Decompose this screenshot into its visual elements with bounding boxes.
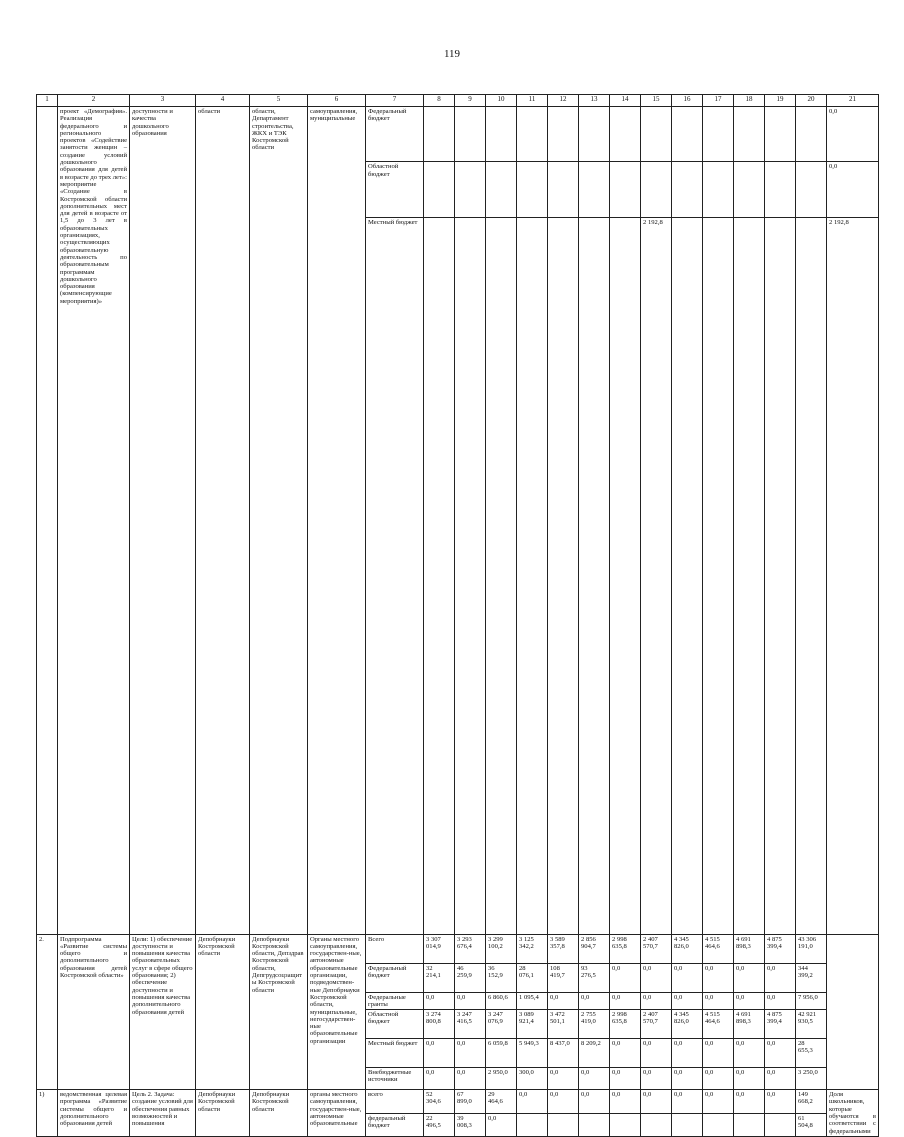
year-value: [796, 107, 827, 162]
year-value: 4 691 898,3: [734, 1010, 765, 1039]
year-value: 1 095,4: [517, 992, 548, 1010]
year-value: 3 299 100,2: [486, 934, 517, 963]
cell-c6: самоуправления, муниципальные: [308, 107, 366, 935]
year-value: 0,0: [672, 1090, 703, 1113]
year-value: [703, 217, 734, 934]
year-value: 4 875 399,4: [765, 934, 796, 963]
column-header: 9: [455, 95, 486, 107]
year-value: [734, 1113, 765, 1136]
cell-c1: [37, 107, 58, 935]
year-value: 0,0: [672, 1039, 703, 1068]
cell-c3: доступности и качества дошкольного образования: [130, 107, 196, 935]
year-value: [455, 107, 486, 162]
year-value: 0,0: [765, 963, 796, 992]
table-row: [37, 107, 879, 162]
year-value: 0,0: [424, 1039, 455, 1068]
year-value: 0,0: [610, 1068, 641, 1090]
year-value: [579, 162, 610, 217]
funding-source: Местный бюджет: [366, 1039, 424, 1068]
column-header: 17: [703, 95, 734, 107]
year-value: [641, 1113, 672, 1136]
year-value: [455, 162, 486, 217]
column-header: 12: [548, 95, 579, 107]
total-value: 344 399,2: [796, 963, 827, 992]
year-value: 5 949,3: [517, 1039, 548, 1068]
year-value: 67 899,0: [455, 1090, 486, 1113]
cell-c5: Депобрнауки Костромской области, Депздрав Костромской области, Депгрудсоцзащиты Костромской области: [250, 934, 308, 1090]
year-value: 0,0: [424, 992, 455, 1010]
year-value: 8 437,0: [548, 1039, 579, 1068]
year-value: [455, 217, 486, 934]
year-value: 4 515 464,6: [703, 934, 734, 963]
year-value: 4 875 399,4: [765, 1010, 796, 1039]
column-header: 5: [250, 95, 308, 107]
year-value: [486, 107, 517, 162]
year-value: 0,0: [455, 1068, 486, 1090]
year-value: [796, 217, 827, 934]
total-value: 28 655,3: [796, 1039, 827, 1068]
cell-c4: Депобрнауки Костромской области: [196, 1090, 250, 1137]
year-value: [610, 107, 641, 162]
year-value: 93 276,5: [579, 963, 610, 992]
year-value: 4 691 898,3: [734, 934, 765, 963]
column-header: 6: [308, 95, 366, 107]
column-header: 8: [424, 95, 455, 107]
funding-source: Областной бюджет: [366, 1010, 424, 1039]
year-value: [641, 107, 672, 162]
year-value: 0,0: [486, 1113, 517, 1136]
year-value: [517, 1113, 548, 1136]
column-header: 2: [58, 95, 130, 107]
year-value: 0,0: [734, 992, 765, 1010]
year-value: [579, 217, 610, 934]
year-value: 2 856 904,7: [579, 934, 610, 963]
column-header: 20: [796, 95, 827, 107]
cell-c21: [827, 934, 879, 1090]
year-value: 0,0: [765, 992, 796, 1010]
year-value: [796, 162, 827, 217]
column-header: 13: [579, 95, 610, 107]
year-value: 0,0: [455, 1039, 486, 1068]
column-header: 16: [672, 95, 703, 107]
year-value: [765, 217, 796, 934]
year-value: 0,0: [703, 1039, 734, 1068]
column-header: 15: [641, 95, 672, 107]
year-value: 300,0: [517, 1068, 548, 1090]
year-value: 3 125 342,2: [517, 934, 548, 963]
year-value: 0,0: [765, 1039, 796, 1068]
cell-c3: Цели: 1) обеспечение доступности и повышения качества образовательных услуг в сфере общего образования; 2) обеспечение доступности и повышения качества дополнительного образования детей: [130, 934, 196, 1090]
year-value: 0,0: [703, 1068, 734, 1090]
year-value: 3 293 676,4: [455, 934, 486, 963]
total-value: 149 668,2: [796, 1090, 827, 1113]
year-value: 0,0: [672, 963, 703, 992]
year-value: 0,0: [610, 992, 641, 1010]
funding-source: Федеральный бюджет: [366, 963, 424, 992]
cell-c5: Депобрнауки Костромской области: [250, 1090, 308, 1137]
year-value: [548, 107, 579, 162]
year-value: [517, 217, 548, 934]
year-value: 2 192,8: [641, 217, 672, 934]
year-value: 0,0: [641, 1090, 672, 1113]
year-value: [672, 1113, 703, 1136]
year-value: 0,0: [734, 1039, 765, 1068]
year-value: 0,0: [579, 1068, 610, 1090]
funding-source: всего: [366, 1090, 424, 1113]
year-value: [734, 107, 765, 162]
total-value: 43 306 191,0: [796, 934, 827, 963]
year-value: 0,0: [517, 1090, 548, 1113]
cell-c3: Цель 2. Задача: создание условий для обеспечения равных возможностей и повышения: [130, 1090, 196, 1137]
year-value: [765, 1113, 796, 1136]
total-value: 42 921 930,5: [796, 1010, 827, 1039]
cell-c5: области, Департамент строительства, ЖКХ и ТЭК Костромской области: [250, 107, 308, 935]
year-value: 0,0: [548, 1068, 579, 1090]
year-value: 0,0: [610, 1090, 641, 1113]
year-value: 3 274 800,8: [424, 1010, 455, 1039]
year-value: 0,0: [765, 1090, 796, 1113]
column-header: 1: [37, 95, 58, 107]
year-value: 3 247 076,9: [486, 1010, 517, 1039]
year-value: [424, 107, 455, 162]
year-value: 6 860,6: [486, 992, 517, 1010]
year-value: [548, 1113, 579, 1136]
total-value: 2 192,8: [827, 217, 879, 934]
year-value: 36 152,9: [486, 963, 517, 992]
year-value: 3 089 921,4: [517, 1010, 548, 1039]
column-header: 14: [610, 95, 641, 107]
cell-c2: Подпрограмма «Развитие системы общего и дополнительного образования детей Костромской области»: [58, 934, 130, 1090]
total-value: 0,0: [827, 162, 879, 217]
table-row: [37, 934, 879, 963]
year-value: 0,0: [610, 1039, 641, 1068]
year-value: 2 407 570,7: [641, 1010, 672, 1039]
year-value: 108 419,7: [548, 963, 579, 992]
year-value: [517, 162, 548, 217]
year-value: [672, 162, 703, 217]
funding-source: Всего: [366, 934, 424, 963]
year-value: 3 247 416,5: [455, 1010, 486, 1039]
year-value: 0,0: [424, 1068, 455, 1090]
year-value: 0,0: [734, 1068, 765, 1090]
year-value: 8 209,2: [579, 1039, 610, 1068]
year-value: [641, 162, 672, 217]
year-value: [424, 162, 455, 217]
table-row: [37, 1090, 879, 1113]
header-row: [37, 95, 879, 107]
year-value: [517, 107, 548, 162]
year-value: 52 304,6: [424, 1090, 455, 1113]
year-value: 2 755 419,0: [579, 1010, 610, 1039]
funding-source: Областной бюджет: [366, 162, 424, 217]
year-value: [765, 107, 796, 162]
year-value: 3 307 014,9: [424, 934, 455, 963]
total-value: 61 504,8: [796, 1113, 827, 1136]
cell-c6: Органы местного самоуправления, государствен-ные, автономные образовательные организации, подведомствен-ные Депобрнауки Костромской области, муниципальные, негосударствен-ные образовательные организации: [308, 934, 366, 1090]
year-value: [734, 162, 765, 217]
year-value: 46 259,9: [455, 963, 486, 992]
cell-c21: Доля школьников, которые обучаются в соответствии с федеральными: [827, 1090, 879, 1137]
year-value: 0,0: [579, 992, 610, 1010]
year-value: [672, 217, 703, 934]
cell-c2: ведомственная целевая программа «Развитие системы общего и дополнительного образования детей: [58, 1090, 130, 1137]
year-value: 0,0: [765, 1068, 796, 1090]
year-value: [672, 107, 703, 162]
page-number: 119: [443, 48, 461, 60]
year-value: 0,0: [672, 992, 703, 1010]
year-value: [548, 217, 579, 934]
cell-c6: органы местного самоуправления, государствен-ные, автономные образовательные: [308, 1090, 366, 1137]
year-value: 0,0: [672, 1068, 703, 1090]
year-value: 0,0: [455, 992, 486, 1010]
funding-source: Местный бюджет: [366, 217, 424, 934]
column-header: 4: [196, 95, 250, 107]
year-value: [610, 162, 641, 217]
funding-source: Федеральные гранты: [366, 992, 424, 1010]
year-value: 0,0: [641, 992, 672, 1010]
year-value: 4 345 826,0: [672, 934, 703, 963]
year-value: 0,0: [579, 1090, 610, 1113]
year-value: [579, 1113, 610, 1136]
year-value: 4 345 826,0: [672, 1010, 703, 1039]
column-header: 19: [765, 95, 796, 107]
total-value: 3 250,0: [796, 1068, 827, 1090]
year-value: 0,0: [641, 1068, 672, 1090]
cell-c2: проект «Демография». Реализация федерального и регионального проектов «Содействие занятости женщин – создание условий дошкольного образования для детей в возрасте до трех лет»: мероприятие «Создание в Костромской области дополнительных мест для детей в возрасте от 1,5 до 3 лет в образовательных организациях, осуществляющих образовательную деятельность по образовательным программам дошкольного образования (компенсирующие мероприятия)»: [58, 107, 130, 935]
year-value: 0,0: [734, 963, 765, 992]
funding-source: федеральный бюджет: [366, 1113, 424, 1136]
year-value: 0,0: [734, 1090, 765, 1113]
year-value: 0,0: [610, 963, 641, 992]
year-value: 28 076,1: [517, 963, 548, 992]
column-header: 7: [366, 95, 424, 107]
year-value: [486, 162, 517, 217]
year-value: [486, 217, 517, 934]
year-value: 29 464,6: [486, 1090, 517, 1113]
year-value: [734, 217, 765, 934]
year-value: [703, 162, 734, 217]
year-value: [548, 162, 579, 217]
year-value: 39 008,3: [455, 1113, 486, 1136]
funding-source: Федеральный бюджет: [366, 107, 424, 162]
budget-table: [36, 94, 879, 1137]
year-value: 2 998 635,8: [610, 934, 641, 963]
year-value: [765, 162, 796, 217]
year-value: 32 214,1: [424, 963, 455, 992]
cell-c4: области: [196, 107, 250, 935]
year-value: 2 998 635,8: [610, 1010, 641, 1039]
year-value: 0,0: [703, 992, 734, 1010]
year-value: 0,0: [703, 1090, 734, 1113]
year-value: [703, 107, 734, 162]
year-value: [703, 1113, 734, 1136]
column-header: 21: [827, 95, 879, 107]
year-value: 2 407 570,7: [641, 934, 672, 963]
year-value: 3 589 357,8: [548, 934, 579, 963]
cell-c4: Депобрнауки Костромской области: [196, 934, 250, 1090]
total-value: 0,0: [827, 107, 879, 162]
year-value: 2 950,0: [486, 1068, 517, 1090]
column-header: 18: [734, 95, 765, 107]
funding-source: Внебюджетные источники: [366, 1068, 424, 1090]
cell-c1: 2.: [37, 934, 58, 1090]
year-value: 0,0: [641, 1039, 672, 1068]
year-value: [424, 217, 455, 934]
year-value: [610, 217, 641, 934]
column-header: 10: [486, 95, 517, 107]
total-value: 7 956,0: [796, 992, 827, 1010]
column-header: 11: [517, 95, 548, 107]
year-value: 4 515 464,6: [703, 1010, 734, 1039]
year-value: 3 472 501,1: [548, 1010, 579, 1039]
year-value: 0,0: [548, 1090, 579, 1113]
year-value: [579, 107, 610, 162]
year-value: 0,0: [703, 963, 734, 992]
year-value: 6 059,8: [486, 1039, 517, 1068]
cell-c1: 1): [37, 1090, 58, 1137]
year-value: [610, 1113, 641, 1136]
column-header: 3: [130, 95, 196, 107]
year-value: 0,0: [641, 963, 672, 992]
year-value: 0,0: [548, 992, 579, 1010]
year-value: 22 496,5: [424, 1113, 455, 1136]
